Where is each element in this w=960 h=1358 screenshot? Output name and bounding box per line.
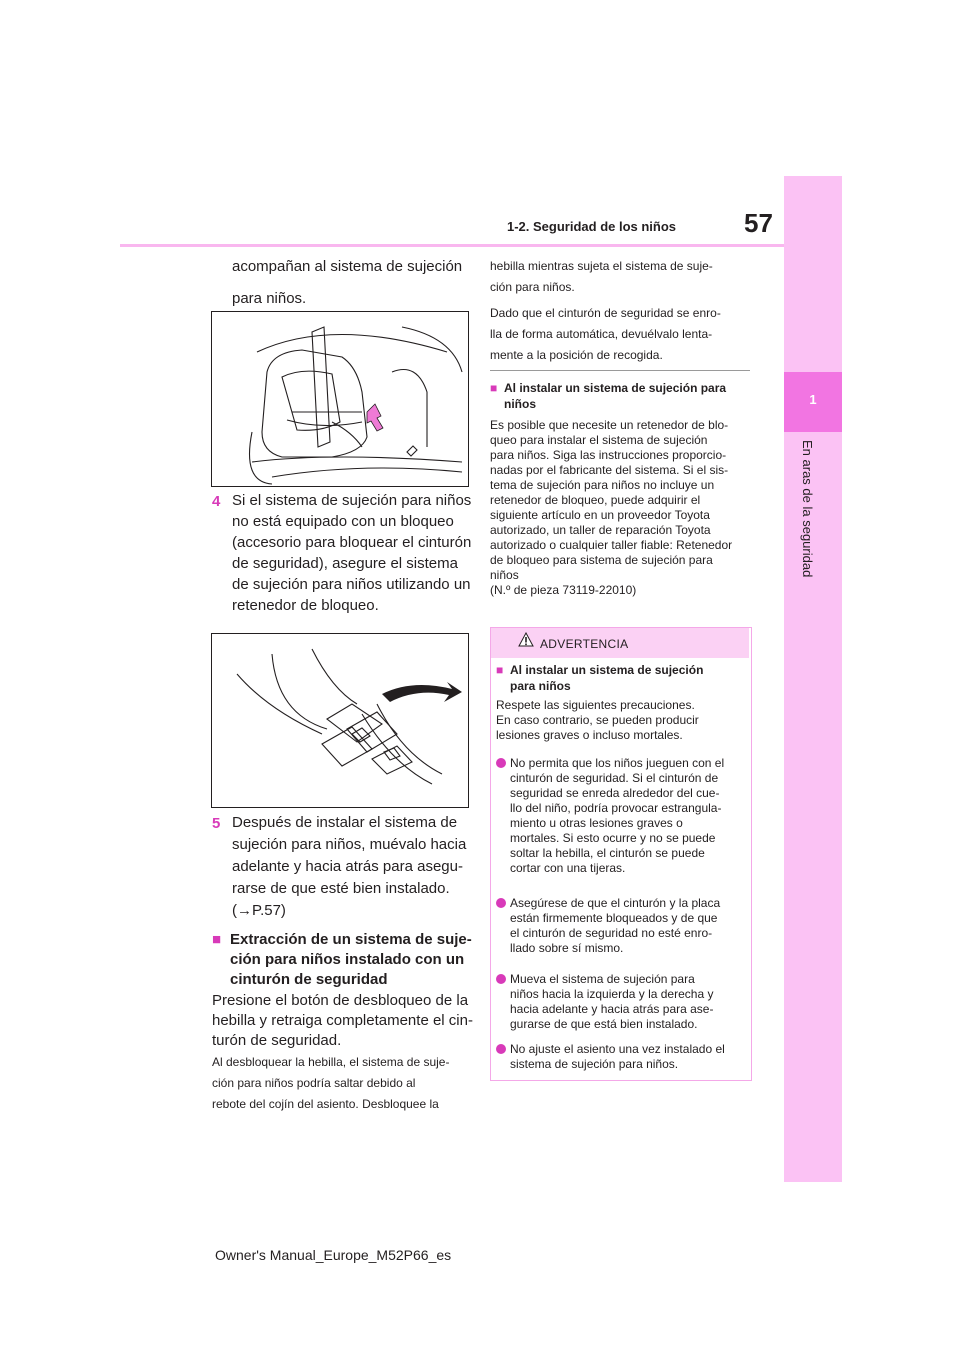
step-line: de sujeción para niños utilizando un bbox=[232, 576, 471, 593]
bullet-dot-icon bbox=[496, 974, 506, 984]
body-line: tema de sujeción para niños no incluye un bbox=[490, 478, 715, 492]
body-line: (N.º de pieza 73119-22010) bbox=[490, 583, 637, 597]
bullet-line: No permita que los niños jueguen con el bbox=[510, 756, 725, 770]
step-line: (accesorio para bloquear el cinturón bbox=[232, 534, 472, 551]
warning-bullet bbox=[496, 972, 746, 1032]
child-seat-figure bbox=[211, 311, 469, 487]
intro-line: lesiones graves o incluso mortales. bbox=[496, 728, 683, 742]
bullet-line: Asegúrese de que el cinturón y la placa bbox=[510, 896, 721, 910]
body-line: turón de seguridad. bbox=[212, 1032, 342, 1049]
heading-line: cinturón de seguridad bbox=[230, 971, 388, 988]
body-line: Presione el botón de desbloqueo de la bbox=[212, 992, 469, 1009]
chapter-number: 1 bbox=[809, 392, 817, 407]
page-number: 57 bbox=[744, 208, 773, 238]
chapter-title: En aras de la seguridad bbox=[800, 440, 815, 578]
body-line: Es posible que necesite un retenedor de blo- bbox=[490, 418, 729, 432]
bullet-dot-icon bbox=[496, 1044, 506, 1054]
warning-bullet bbox=[496, 896, 746, 956]
warning-icon bbox=[518, 632, 534, 648]
bullet-line: el cinturón de seguridad no esté enro- bbox=[510, 926, 713, 940]
intro-line: Respete las siguientes precauciones. bbox=[496, 698, 695, 712]
note-line: ción para niños. bbox=[490, 280, 575, 294]
bullet-line: niños hacia la izquierda y la derecha y bbox=[510, 987, 714, 1001]
body-line: retenedor de bloqueo, puede adquirir el bbox=[490, 493, 701, 507]
install-body bbox=[490, 418, 755, 598]
step-line: sujeción para niños, muévalo hacia bbox=[232, 836, 467, 853]
install-heading bbox=[490, 380, 755, 412]
page-reference[interactable]: (→P.57) bbox=[232, 902, 286, 919]
chapter-sidebar bbox=[784, 176, 842, 1182]
warning-intro bbox=[496, 698, 746, 743]
removal-heading bbox=[212, 930, 477, 990]
heading-line: para niños bbox=[510, 679, 571, 693]
bullet-line: Mueva el sistema de sujeción para bbox=[510, 972, 695, 986]
bullet-line: soltar la hebilla, el cinturón se puede bbox=[510, 846, 705, 860]
removal-note bbox=[212, 1052, 477, 1115]
step-line: Si el sistema de sujeción para niños bbox=[232, 492, 472, 509]
retract-note bbox=[490, 303, 755, 366]
bullet-line: sistema de sujeción para niños. bbox=[510, 1057, 679, 1071]
step-line: rarse de que esté bien instalado. bbox=[232, 880, 450, 897]
step-4 bbox=[212, 490, 472, 616]
warning-title: ADVERTENCIA bbox=[540, 637, 629, 651]
step-line: no está equipado con un bloqueo bbox=[232, 513, 454, 530]
square-bullet-icon: ■ bbox=[496, 663, 504, 677]
body-line: niños bbox=[490, 568, 519, 582]
note-line: Al desbloquear la hebilla, el sistema de suje- bbox=[212, 1055, 450, 1069]
removal-body bbox=[212, 991, 477, 1051]
bullet-line: cinturón de seguridad. Si el cinturón de bbox=[510, 771, 719, 785]
note-line: mente a la posición de recogida. bbox=[490, 348, 663, 362]
bullet-line: llo del niño, podría provocar estrangula- bbox=[510, 801, 722, 815]
body-line: de bloqueo para sistema de sujeción para bbox=[490, 553, 713, 567]
step-number: 4 bbox=[212, 493, 221, 510]
warning-subheading bbox=[496, 662, 746, 694]
body-line: para niños. Siga las instrucciones proporcio- bbox=[490, 448, 727, 462]
bullet-line: No ajuste el asiento una vez instalado el bbox=[510, 1042, 725, 1056]
body-line: nadas por el fabricante del sistema. Si el sis- bbox=[490, 463, 729, 477]
bullet-line: seguridad se enreda alrededor del cue- bbox=[510, 786, 720, 800]
child-seat-illustration bbox=[212, 312, 468, 486]
step-line: Después de instalar el sistema de bbox=[232, 814, 458, 831]
step-line: adelante y hacia atrás para asegu- bbox=[232, 858, 463, 875]
step-line: retenedor de bloqueo. bbox=[232, 597, 379, 614]
release-note-continued bbox=[490, 256, 755, 298]
header-rule bbox=[120, 244, 784, 247]
heading-line: ción para niños instalado con un bbox=[230, 951, 465, 968]
warning-bullet bbox=[496, 756, 746, 876]
heading-line: niños bbox=[504, 397, 536, 411]
intro-line: acompañan al sistema de sujeción bbox=[232, 258, 463, 275]
bullet-line: gurarse de que está bien instalado. bbox=[510, 1017, 698, 1031]
locking-clip-figure bbox=[211, 633, 469, 808]
bullet-dot-icon bbox=[496, 898, 506, 908]
heading-line: Al instalar un sistema de sujeción bbox=[510, 663, 704, 677]
section-title: 1-2. Seguridad de los niños bbox=[507, 219, 677, 234]
section-divider bbox=[490, 370, 750, 371]
body-line: hebilla y retraiga completamente el cin- bbox=[212, 1012, 473, 1029]
note-line: hebilla mientras sujeta el sistema de suje- bbox=[490, 259, 713, 273]
bullet-line: mortales. Si esto ocurre y no se puede bbox=[510, 831, 716, 845]
note-line: rebote del cojín del asiento. Desbloquee la bbox=[212, 1097, 439, 1111]
note-line: ción para niños podría saltar debido al bbox=[212, 1076, 416, 1090]
note-line: Dado que el cinturón de seguridad se enro- bbox=[490, 306, 721, 320]
heading-line: Extracción de un sistema de suje- bbox=[230, 931, 472, 948]
step-line: de seguridad), asegure el sistema bbox=[232, 555, 458, 572]
body-line: autorizado, un taller de reparación Toyota bbox=[490, 523, 711, 537]
warning-bullet bbox=[496, 1042, 746, 1072]
bullet-line: llado sobre sí mismo. bbox=[510, 941, 624, 955]
step-5 bbox=[212, 812, 472, 922]
bullet-line: miento u otras lesiones graves o bbox=[510, 816, 683, 830]
bullet-dot-icon bbox=[496, 758, 506, 768]
bullet-line: cortar con una tijeras. bbox=[510, 861, 626, 875]
body-line: autorizado o cualquier taller fiable: Retenedor bbox=[490, 538, 733, 552]
square-bullet-icon: ■ bbox=[490, 381, 498, 395]
step-number: 5 bbox=[212, 815, 221, 832]
bullet-line: están firmemente bloqueados y de que bbox=[510, 911, 718, 925]
bullet-line: hacia adelante y hacia atrás para ase- bbox=[510, 1002, 714, 1016]
locking-clip-illustration bbox=[212, 634, 468, 807]
footer-text: Owner's Manual_Europe_M52P66_es bbox=[215, 1247, 452, 1263]
intro-line: En caso contrario, se pueden producir bbox=[496, 713, 699, 727]
note-line: lla de forma automática, devuélvalo lenta- bbox=[490, 327, 713, 341]
body-line: siguiente artículo en un proveedor Toyota bbox=[490, 508, 710, 522]
square-bullet-icon: ■ bbox=[212, 931, 222, 948]
intro-text bbox=[232, 255, 462, 311]
intro-line: para niños. bbox=[232, 290, 307, 307]
heading-line: Al instalar un sistema de sujeción para bbox=[504, 381, 727, 395]
body-line: queo para instalar el sistema de sujeción bbox=[490, 433, 708, 447]
